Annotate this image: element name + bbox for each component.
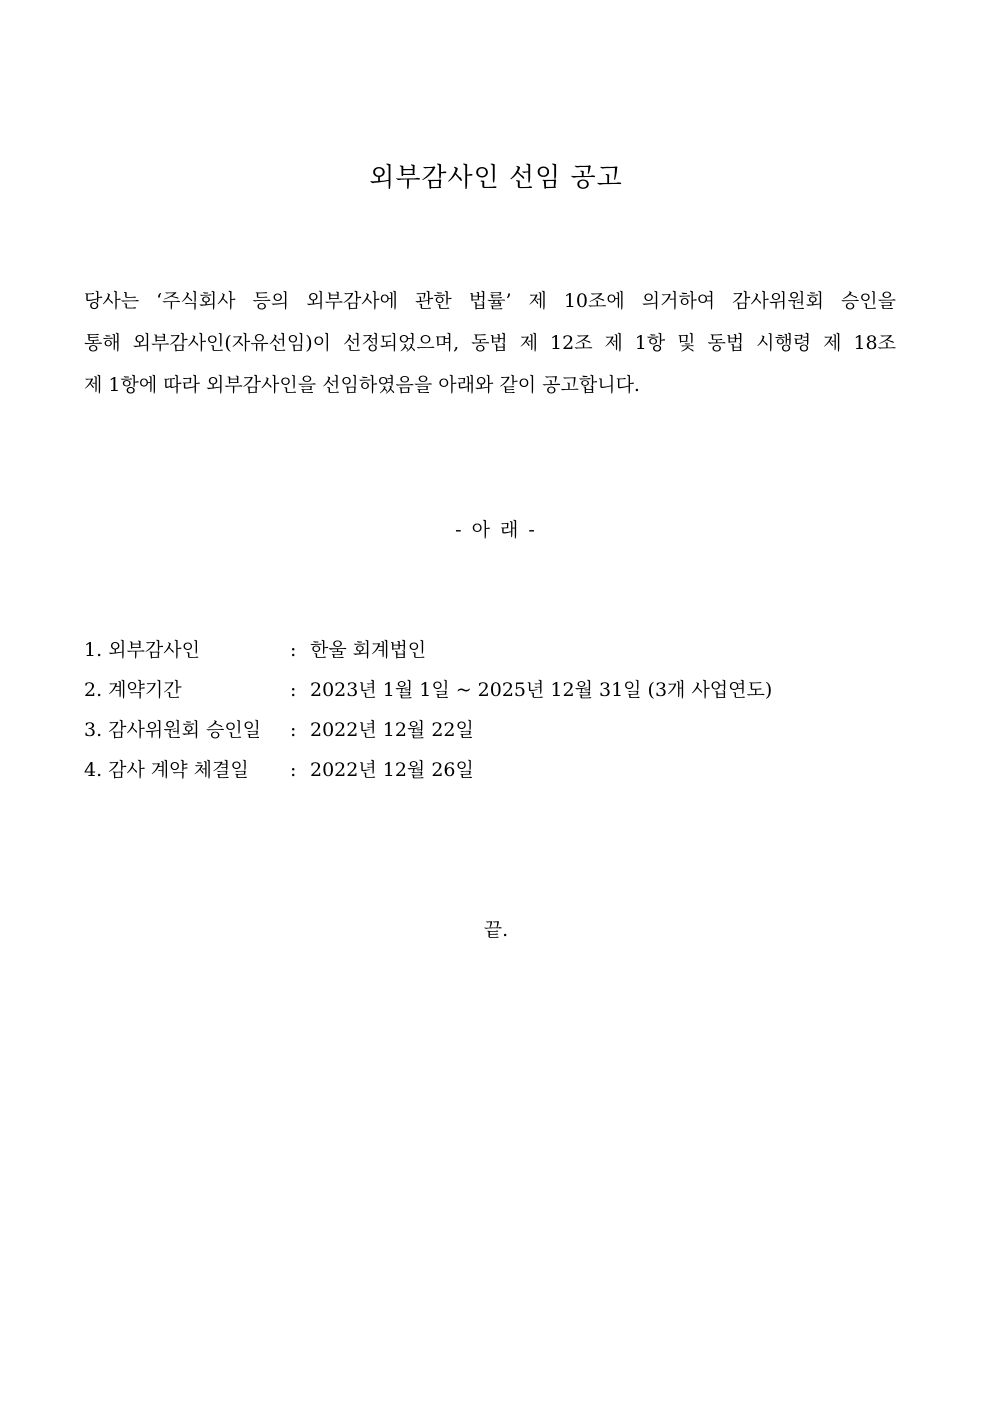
paragraph-line: 제 1항에 따라 외부감사인을 선임하였음을 아래와 같이 공고합니다. xyxy=(84,374,640,396)
item-label: 2. 계약기간 xyxy=(84,679,182,701)
paragraph-line: 당사는 ‘주식회사 등의 외부감사에 관한 법률’ 제 10조에 의거하여 감사위원회 승인을 xyxy=(84,290,896,312)
announcement-items xyxy=(84,630,896,790)
item-value: 2022년 12월 26일 xyxy=(310,759,474,781)
section-header: - 아 래 - xyxy=(455,519,537,541)
announcement-paragraph xyxy=(84,280,896,406)
item-value: 2023년 1월 1일 ~ 2025년 12월 31일 (3개 사업연도) xyxy=(310,679,773,701)
paragraph-line: 통해 외부감사인(자유선임)이 선정되었으며, 동법 제 12조 제 1항 및 동법 시행령 제 18조 xyxy=(84,332,896,354)
item-row-contract-date xyxy=(84,750,896,790)
item-value: 2022년 12월 22일 xyxy=(310,719,474,741)
document-title: 외부감사인 선임 공고 xyxy=(369,163,623,193)
end-mark: 끝. xyxy=(483,919,509,941)
item-separator: : xyxy=(290,759,297,781)
item-label: 3. 감사위원회 승인일 xyxy=(84,719,262,741)
item-label: 1. 외부감사인 xyxy=(84,639,200,661)
item-row-contract-period xyxy=(84,670,896,710)
item-separator: : xyxy=(290,639,297,661)
item-separator: : xyxy=(290,719,297,741)
item-row-approval-date xyxy=(84,710,896,750)
item-row-auditor xyxy=(84,630,896,670)
item-label: 4. 감사 계약 체결일 xyxy=(84,759,249,781)
item-separator: : xyxy=(290,679,297,701)
item-value: 한울 회계법인 xyxy=(310,639,427,661)
